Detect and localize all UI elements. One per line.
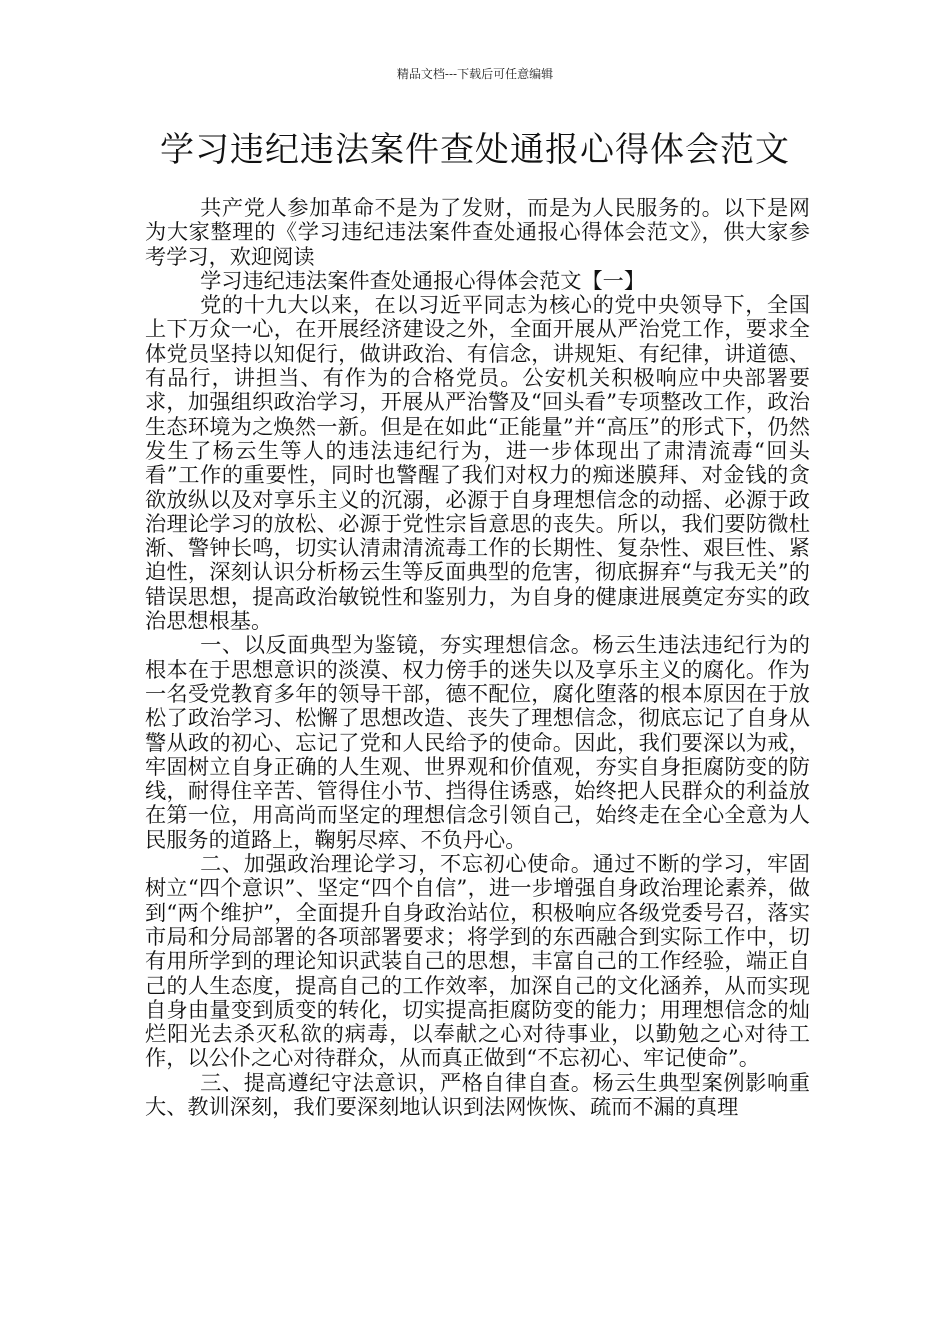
body-paragraph: 二、加强政治理论学习，不忘初心使命。通过不断的学习，牢固树立“四个意识”、坚定“四个自信”，进一步增强自身政治理论素养，做到“两个维护”，全面提升自身政治站位，积极响应各级党委号召，落实市局和分局部署的各项部署要求；将学到的东西融合到实际工作中，切有用所学到的理论知识武装自己的思想，丰富自己的工作经验，端正自己的人生态度，提高自己的工作效率，加深自己的文化涵养，从而实现自身由量变到质变的转化，切实提高拒腐防变的能力；用理想信念的灿烂阳光去杀灭私欲的病毒，以奉献之心对待事业，以勤勉之心对待工作，以公仆之心对待群众，从而真正做到“不忘初心、牢记使命”。	[145, 851, 810, 1071]
header-note: 精品文档---下载后可任意编辑	[396, 67, 554, 81]
document-body	[145, 196, 810, 1119]
body-paragraph: 一、以反面典型为鉴镜，夯实理想信念。杨云生违法违纪行为的根本在于思想意识的淡漠、权力傍手的迷失以及享乐主义的腐化。作为一名受党教育多年的领导干部，德不配位，腐化堕落的根本原因在于放松了政治学习、松懈了思想改造、丧失了理想信念，彻底忘记了自身从警从政的初心、忘记了党和人民给予的使命。因此，我们要深以为戒，牢固树立自身正确的人生观、世界观和价值观，夯实自身拒腐防变的防线，耐得住辛苦、管得住小节、挡得住诱惑，始终把人民群众的利益放在第一位，用高尚而坚定的理想信念引领自己，始终走在全心全意为人民服务的道路上，鞠躬尽瘁、不负丹心。	[145, 632, 810, 852]
body-paragraph: 三、提高遵纪守法意识，严格自律自查。杨云生典型案例影响重大、教训深刻，我们要深刻地认识到法网恢恢、疏而不漏的真理	[145, 1069, 810, 1119]
intro-paragraph: 共产党人参加革命不是为了发财，而是为人民服务的。以下是网为大家整理的《学习违纪违法案件查处通报心得体会范文》，供大家参考学习，欢迎阅读	[145, 195, 810, 269]
section-heading: 学习违纪违法案件查处通报心得体会范文【一】	[200, 267, 646, 293]
document-title: 学习违纪违法案件查处通报心得体会范文	[160, 130, 790, 170]
body-paragraph: 党的十九大以来，在以习近平同志为核心的党中央领导下，全国上下万众一心，在开展经济建设之外，全面开展从严治党工作，要求全体党员坚持以知促行，做讲政治、有信念，讲规矩、有纪律，讲道德、有品行，讲担当、有作为的合格党员。公安机关积极响应中央部署要求，加强组织政治学习，开展从严治警及“回头看”专项整改工作，政治生态环境为之焕然一新。但是在如此“正能量”并“高压”的形式下，仍然发生了杨云生等人的违法违纪行为，进一步体现出了肃清流毒“回头看”工作的重要性，同时也警醒了我们对权力的痴迷膜拜、对金钱的贪欲放纵以及对享乐主义的沉溺，必源于自身理想信念的动摇、必源于政治理论学习的放松、必源于党性宗旨意思的丧失。所以，我们要防微杜渐、警钟长鸣，切实认清肃清流毒工作的长期性、复杂性、艰巨性、紧迫性，深刻认识分析杨云生等反面典型的危害，彻底摒弃“与我无关”的错误思想，提高政治敏锐性和鉴别力，为自身的健康进展奠定夯实的政治思想根基。	[145, 292, 810, 634]
